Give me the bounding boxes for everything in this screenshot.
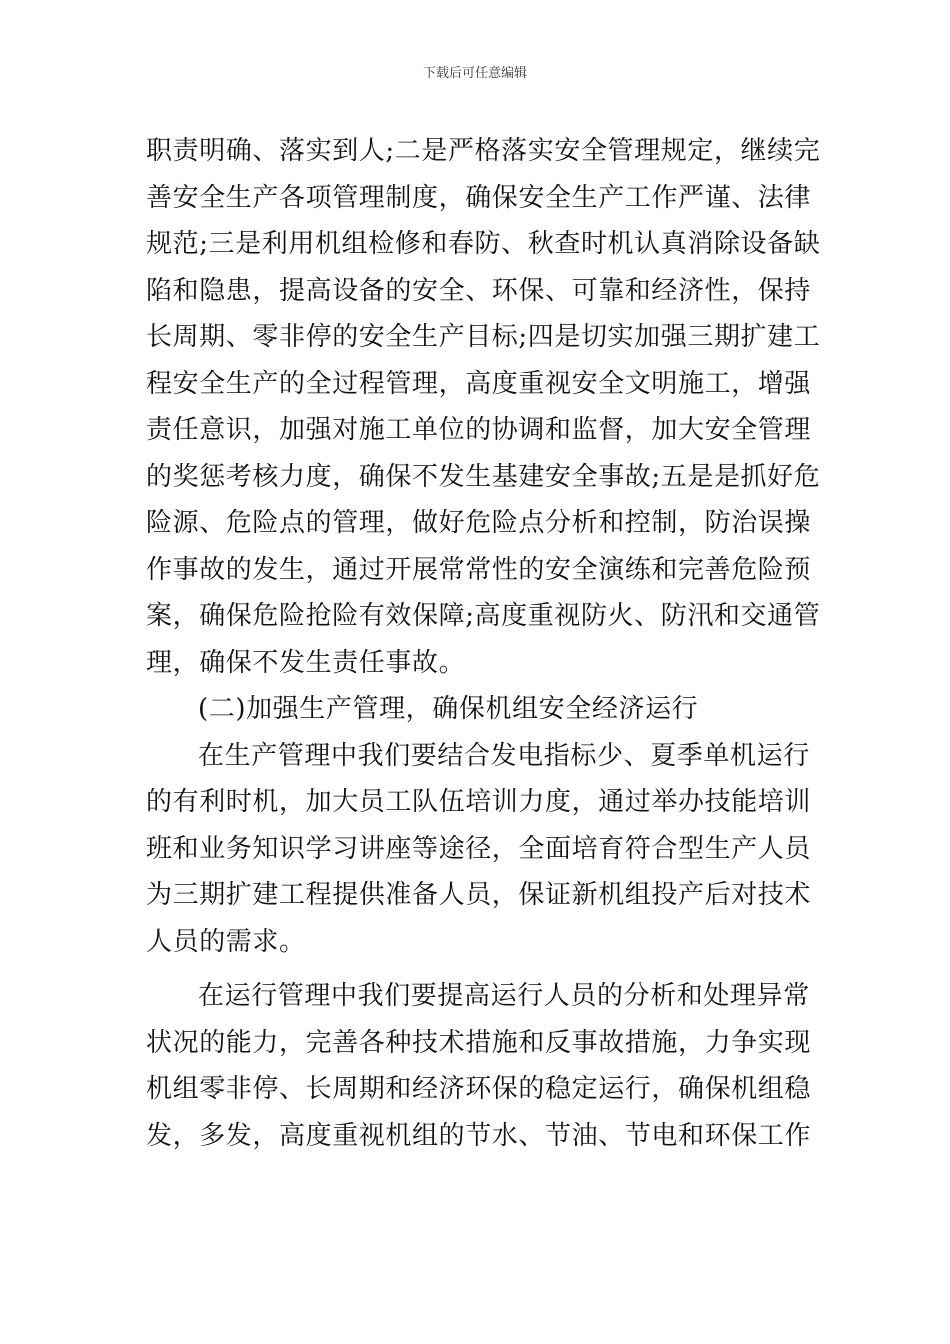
section-heading: (二)加强生产管理，确保机组安全经济运行 (198, 694, 699, 724)
paragraph-first-line: 在生产管理中我们要结合发电指标少、夏季单机运行 (198, 740, 810, 771)
text-line: 程安全生产的全过程管理，高度重视安全文明施工，增强 (146, 368, 812, 399)
body-text (146, 128, 821, 1159)
text-line: 案，确保危险抢险有效保障;高度重视防火、防汛和交通管 (146, 601, 821, 631)
text-line: 长周期、零非停的安全生产目标;四是切实加强三期扩建工 (146, 322, 821, 352)
text-line: 的有利时机，加大员工队伍培训力度，通过举办技能培训 (146, 787, 812, 817)
text-line: 规范;三是利用机组检修和春防、秋查时机认真消除设备缺 (146, 229, 821, 259)
text-line: 人员的需求。 (146, 926, 306, 957)
text-line: 的奖惩考核力度，确保不发生基建安全事故;五是是抓好危 (146, 461, 821, 492)
text-line: 善安全生产各项管理制度，确保安全生产工作严谨、法律 (146, 182, 812, 213)
text-line: 机组零非停、长周期和经济环保的稳定运行，确保机组稳 (146, 1074, 812, 1104)
paragraph-first-line: 在运行管理中我们要提高运行人员的分析和处理异常 (198, 981, 810, 1011)
text-line: 职责明确、落实到人;二是严格落实安全管理规定，继续完 (146, 136, 821, 166)
page-header: 下载后可任意编辑 (422, 66, 527, 81)
text-line: 班和业务知识学习讲座等途径，全面培育符合型生产人员 (146, 833, 812, 864)
text-line: 理，确保不发生责任事故。 (146, 647, 466, 678)
text-line: 发，多发，高度重视机组的节水、节油、节电和环保工作 (146, 1120, 812, 1151)
text-line: 责任意识，加强对施工单位的协调和监督，加大安全管理 (146, 415, 812, 445)
text-line: 险源、危险点的管理，做好危险点分析和控制，防治误操 (146, 508, 812, 538)
text-line: 状况的能力，完善各种技术措施和反事故措施，力争实现 (146, 1027, 812, 1058)
text-line: 作事故的发生，通过开展常常性的安全演练和完善危险预 (146, 554, 812, 585)
text-line: 陷和隐患，提高设备的安全、环保、可靠和经济性，保持 (146, 275, 812, 306)
text-line: 为三期扩建工程提供准备人员，保证新机组投产后对技术 (146, 880, 812, 910)
